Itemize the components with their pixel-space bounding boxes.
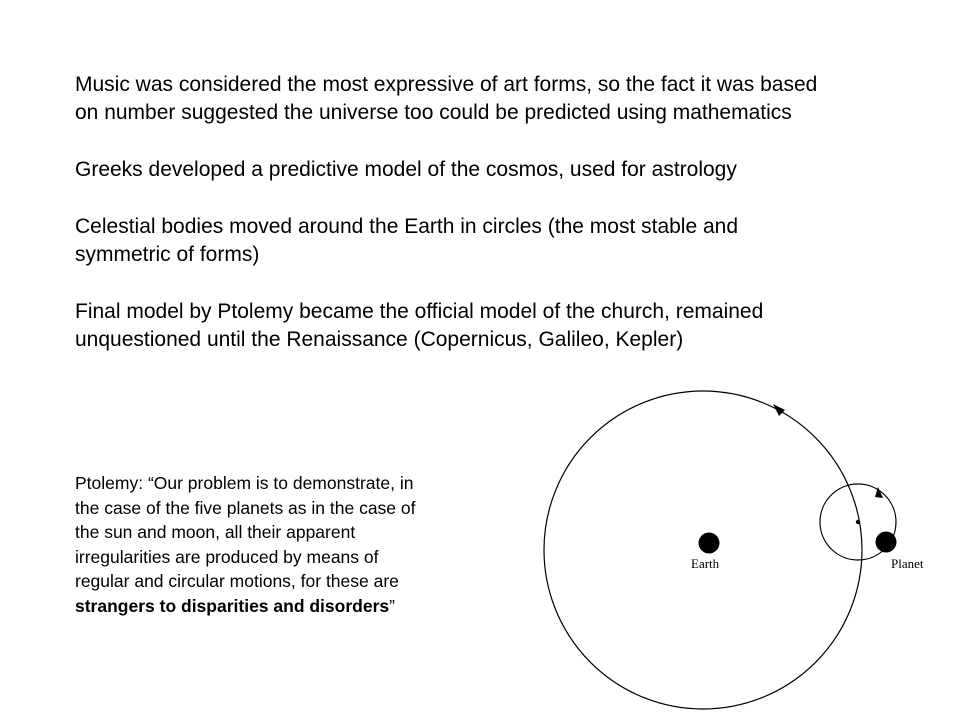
paragraph-line: Music was considered the most expressive of art forms, so the fact it was based (75, 73, 818, 96)
quote-line: Ptolemy: “Our problem is to demonstrate, in (75, 473, 414, 493)
quote-line: regular and circular motions, for these are (75, 571, 399, 591)
quote-closing-mark: ” (389, 595, 395, 616)
paragraph-line: symmetric of forms) (75, 243, 260, 266)
quote-line: the case of the five planets as in the case of (75, 497, 416, 518)
quote-bold-text: strangers to disparities and disorders (75, 595, 390, 616)
deferent-arrow-icon (773, 404, 785, 416)
earth-dot (699, 533, 720, 554)
paragraph-line: on number suggested the universe too could be predicted using mathematics (75, 101, 792, 124)
paragraph-line: Celestial bodies moved around the Earth in circles (the most stable and (75, 215, 739, 238)
quote-line: the sun and moon, all their apparent (75, 522, 356, 542)
quote-line: irregularities are produced by means of (75, 546, 379, 567)
planet-dot (876, 532, 897, 553)
paragraph-line: Greeks developed a predictive model of the cosmos, used for astrology (75, 158, 737, 181)
paragraph-line: Final model by Ptolemy became the official model of the church, remained (75, 300, 764, 323)
earth-label: Earth (691, 556, 720, 571)
paragraph-line: unquestioned until the Renaissance (Copernicus, Galileo, Kepler) (75, 328, 684, 351)
epicycle-center-point (856, 520, 860, 524)
planet-label: Planet (891, 556, 924, 571)
